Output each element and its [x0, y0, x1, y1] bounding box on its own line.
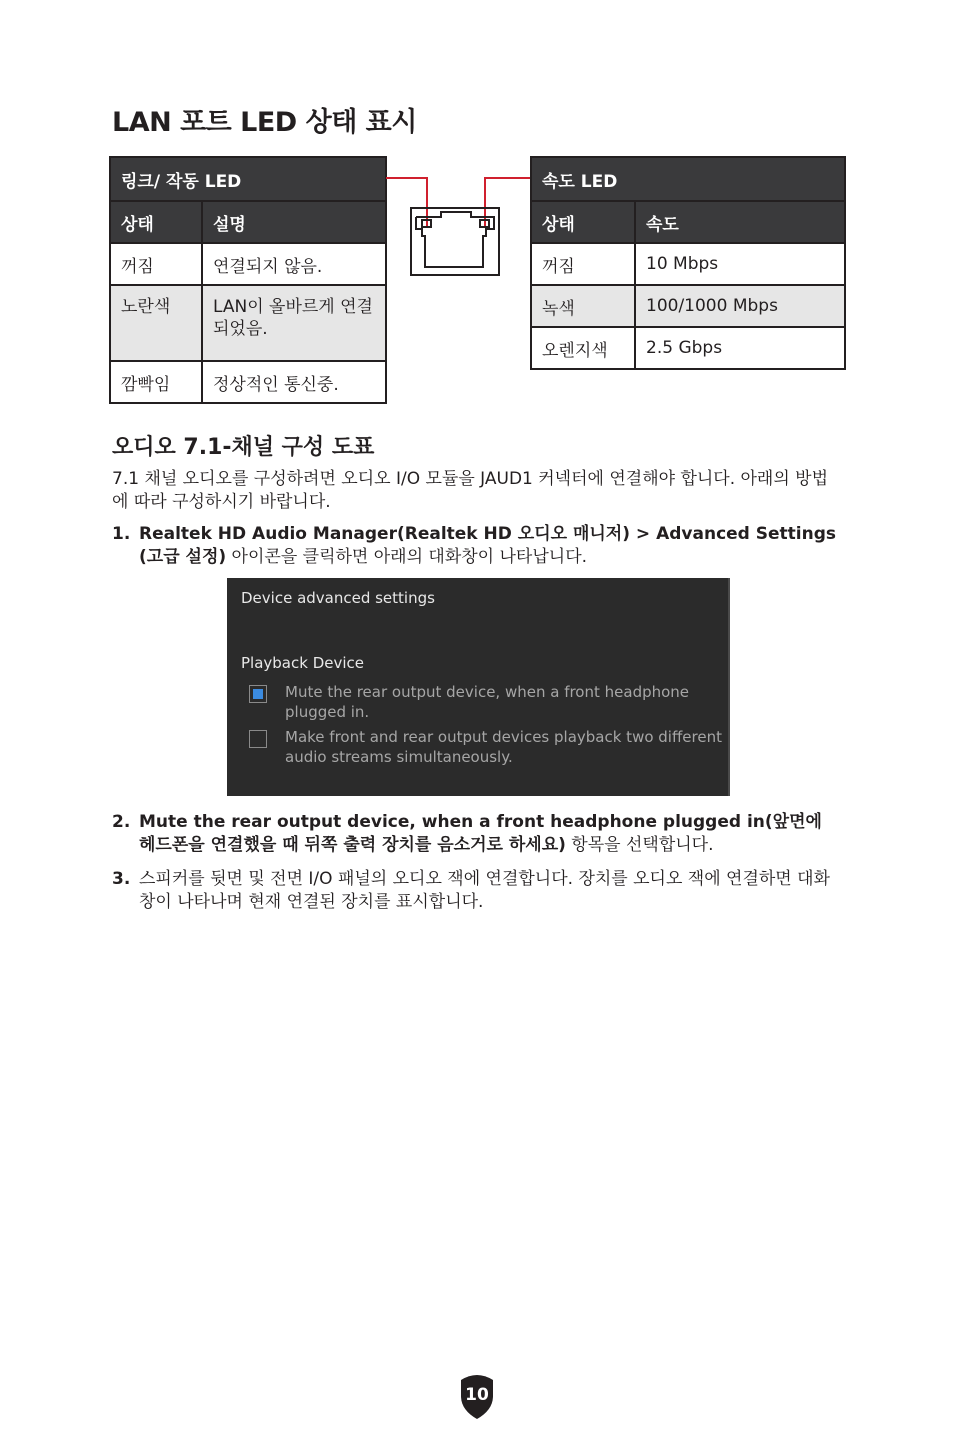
- section-title-lan-led: LAN 포트 LED 상태 표시: [112, 107, 417, 138]
- table-row: [110, 285, 386, 361]
- link-led-desc: LAN이 올바르게 연결되었음.: [202, 285, 386, 361]
- speed-led-header-speed: 속도: [635, 201, 845, 243]
- speed-led-table-title: 속도 LED: [531, 157, 845, 201]
- speed-led-state: 오렌지색: [531, 327, 635, 369]
- step-text: 아이콘을 클릭하면 아래의 대화창이 나타납니다.: [226, 547, 588, 567]
- two-streams-checkbox[interactable]: [249, 730, 267, 748]
- speed-led-speed: 2.5 Gbps: [635, 327, 845, 369]
- table-row: [531, 285, 845, 327]
- step-number: 3.: [112, 869, 131, 889]
- link-led-desc: 정상적인 통신중.: [202, 361, 386, 403]
- step-text: 스피커를 뒷면 및 전면 I/O 패널의 오디오 잭에 연결합니다. 장치를 오디오 잭에 연결하면 대화창이 나타나며 현재 연결된 장치를 표시합니다.: [139, 869, 830, 912]
- step-item: [112, 523, 840, 569]
- table-row: [531, 243, 845, 285]
- audio-intro-paragraph: 7.1 채널 오디오를 구성하려면 오디오 I/O 모듈을 JAUD1 커넥터에 연결해야 합니다. 아래의 방법에 따라 구성하시기 바랍니다.: [112, 469, 829, 512]
- connector-lines: [386, 178, 532, 226]
- link-led-state: 깜빡임: [110, 361, 202, 403]
- step-item: [112, 811, 840, 857]
- table-row: [110, 243, 386, 285]
- option-label: Make front and rear output devices playback two different audio streams simultaneously.: [285, 728, 722, 766]
- step-number: 1.: [112, 524, 131, 544]
- lan-port-diagram: [386, 156, 532, 280]
- device-advanced-settings-dialog: [227, 578, 730, 796]
- link-led-state: 노란색: [110, 285, 202, 361]
- link-led-state: 꺼짐: [110, 243, 202, 285]
- link-led-desc: 연결되지 않음.: [202, 243, 386, 285]
- table-row: [531, 327, 845, 369]
- steps-list-bottom: [112, 811, 840, 914]
- speed-led-table: [530, 156, 846, 370]
- step-item: [112, 868, 840, 914]
- page-number-badge: [457, 1372, 497, 1420]
- option-label: Mute the rear output device, when a front headphone plugged in.: [285, 683, 690, 721]
- speed-led-speed: 100/1000 Mbps: [635, 285, 845, 327]
- table-row: [110, 361, 386, 403]
- link-activity-led-table: [109, 156, 387, 404]
- speed-led-speed: 10 Mbps: [635, 243, 845, 285]
- steps-list-top: [112, 523, 840, 569]
- section-title-audio: 오디오 7.1-채널 구성 도표: [112, 435, 375, 460]
- dialog-title: Device advanced settings: [241, 589, 435, 607]
- step-bold-text: Realtek HD Audio Manager(Realtek HD 오디오 매니저) > Advanced Settings (고급 설정): [139, 524, 837, 567]
- step-number: 2.: [112, 812, 131, 832]
- dialog-section-label: Playback Device: [241, 654, 364, 672]
- speed-led-state: 녹색: [531, 285, 635, 327]
- link-led-header-desc: 설명: [202, 201, 386, 243]
- page-number: 10: [465, 1385, 489, 1405]
- link-led-header-state: 상태: [110, 201, 202, 243]
- speed-led-state: 꺼짐: [531, 243, 635, 285]
- step-bold-text: Mute the rear output device, when a front headphone plugged in(앞면에 헤드폰을 연결했을 때 뒤쪽 출력 장치를 음소거로 하세요): [139, 812, 822, 855]
- speed-led-header-state: 상태: [531, 201, 635, 243]
- link-led-table-title: 링크/ 작동 LED: [110, 157, 386, 201]
- mute-rear-checkbox[interactable]: [249, 685, 267, 703]
- step-text: 항목을 선택합니다.: [565, 835, 714, 855]
